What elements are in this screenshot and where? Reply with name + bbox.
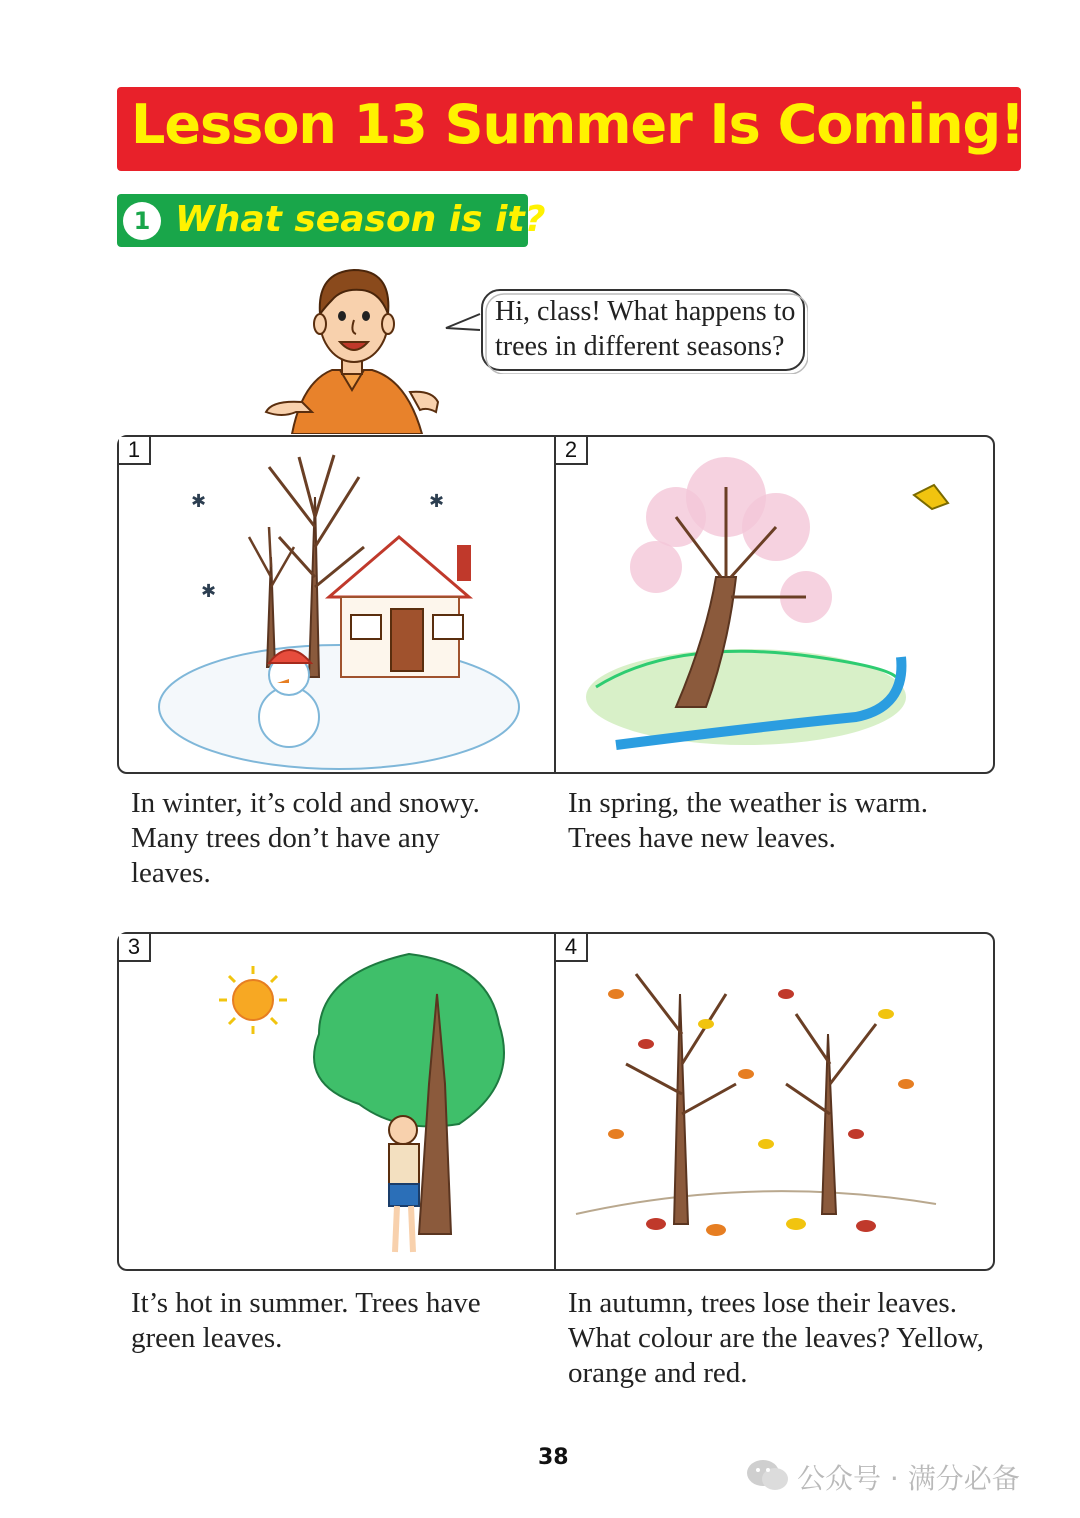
speech-bubble-tail [444,312,484,334]
caption-spring: In spring, the weather is warm. Trees have new leaves. [568,787,928,854]
caption-autumn: In autumn, trees lose their leaves. What colour are the leaves? Yellow, orange and red. [568,1287,985,1389]
caption-summer: It’s hot in summer. Trees have green leaves. [131,1287,481,1354]
panel-winter [117,435,556,774]
section-number: 1 [123,202,161,240]
section-title: What season is it? [175,199,546,240]
watermark-text: 公众号 · 满分必备 [797,1462,1020,1495]
section-heading [117,194,546,247]
panel-number: 3 [119,934,151,962]
winter-scene [119,437,556,774]
svg-text:✱: ✱ [201,581,217,602]
panel-number: 2 [556,437,588,465]
autumn-scene [556,934,995,1271]
svg-text:✱: ✱ [191,491,207,512]
panel-spring [554,435,995,774]
teacher-speech: Hi, class! What happens to trees in different seasons? [495,296,796,362]
teacher-illustration [262,262,442,434]
lesson-title: Lesson 13 Summer Is Coming! [131,93,1024,156]
page-number: 38 [538,1445,569,1470]
svg-text:✱: ✱ [429,491,445,512]
lesson-banner [117,87,1024,171]
summer-scene [119,934,556,1271]
panel-number: 4 [556,934,588,962]
caption-winter: In winter, it’s cold and snowy. Many trees don’t have any leaves. [131,787,480,889]
panel-summer [117,932,556,1271]
panel-autumn [554,932,995,1271]
panel-number: 1 [119,437,151,465]
wechat-icon [745,1455,791,1495]
spring-scene [556,437,995,774]
